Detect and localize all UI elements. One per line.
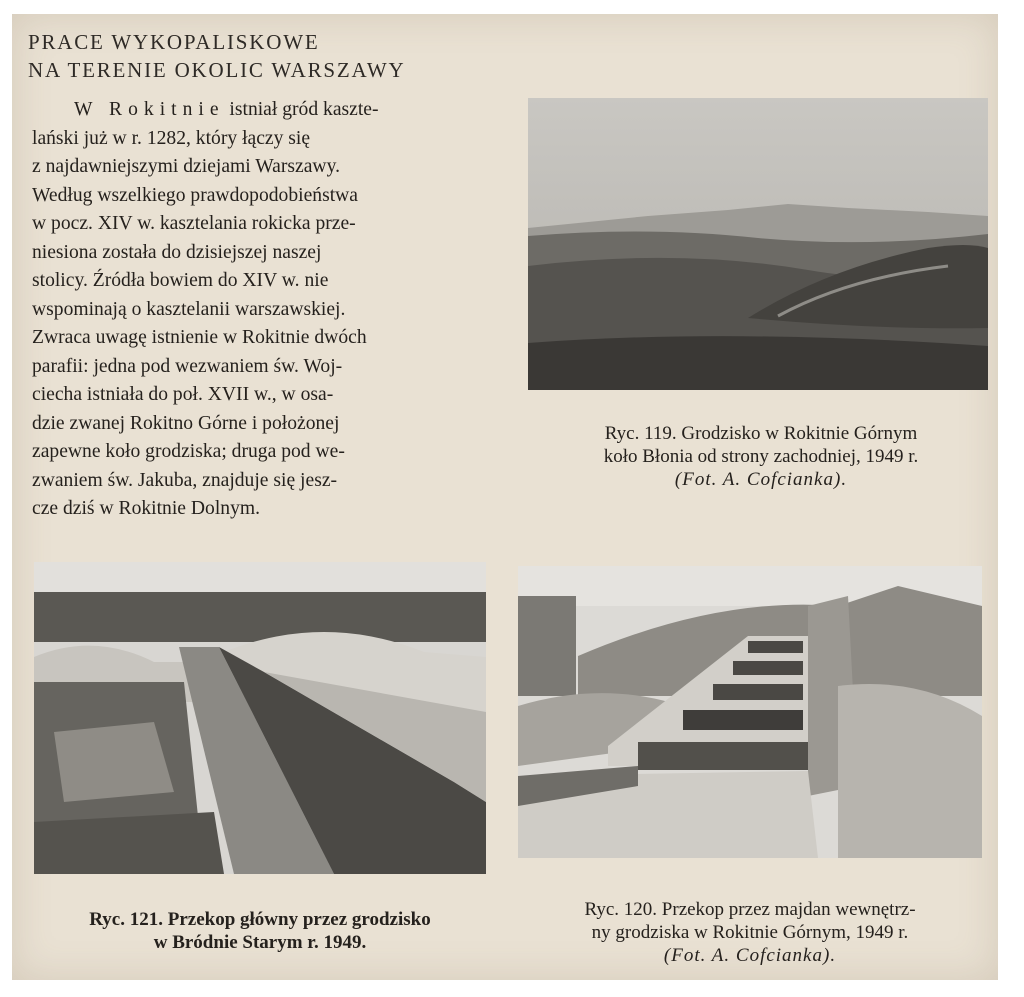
article-body xyxy=(32,96,510,524)
article-line: lański już w r. 1282, który łączy się xyxy=(32,127,311,149)
article-line: dzie zwanej Rokitno Górne i położonej xyxy=(32,412,340,434)
caption-120-line-1: Ryc. 120. Przekop przez majdan wewnętrz- xyxy=(584,899,916,920)
heading-line-2: NA TERENIE OKOLIC WARSZAWY xyxy=(28,58,406,82)
scanned-page xyxy=(12,14,998,980)
photo-fig-119 xyxy=(528,98,988,390)
caption-121-line-2: w Bródnie Starym r. 1949. xyxy=(153,932,367,953)
caption-fig-119 xyxy=(522,422,1000,491)
article-line: Zwraca uwagę istnienie w Rokitnie dwóch xyxy=(32,327,367,348)
photo-fig-120 xyxy=(518,566,982,858)
caption-121-line-1: Ryc. 121. Przekop główny przez grodzisko xyxy=(89,909,431,930)
caption-fig-120 xyxy=(512,898,988,967)
article-line: cze dziś w Rokitnie Dolnym. xyxy=(32,498,261,519)
article-line: Według wszelkiego prawdopodobieństwa xyxy=(32,184,358,206)
caption-120-line-2: ny grodziska w Rokitnie Górnym, 1949 r. xyxy=(591,922,909,943)
article-line: parafii: jedna pod wezwaniem św. Woj- xyxy=(32,355,343,377)
article-heading xyxy=(28,28,508,84)
article-line: W Rokitnie istniał gród kaszte- xyxy=(74,99,379,120)
heading-line-1: PRACE WYKOPALISKOWE xyxy=(28,30,320,54)
article-line: niesiona została do dzisiejszej naszej xyxy=(32,241,322,263)
article-line: stolicy. Źródła bowiem do XIV w. nie xyxy=(32,270,329,291)
article-line: ciecha istniała do poł. XVII w., w osa- xyxy=(32,384,334,405)
caption-120-credit: (Fot. A. Cofcianka). xyxy=(663,945,837,966)
caption-fig-121 xyxy=(16,908,504,954)
caption-119-line-1: Ryc. 119. Grodzisko w Rokitnie Górnym xyxy=(604,423,918,444)
caption-119-line-2: koło Błonia od strony zachodniej, 1949 r. xyxy=(603,446,919,467)
article-first-word: W Rokitnie xyxy=(74,99,225,120)
article-line: zapewne koło grodziska; druga pod we- xyxy=(32,441,345,462)
article-line: zwaniem św. Jakuba, znajduje się jesz- xyxy=(32,469,338,491)
caption-119-credit: (Fot. A. Cofcianka). xyxy=(674,469,848,490)
article-line: wspominają o kasztelanii warszawskiej. xyxy=(32,298,346,320)
photo-fig-121 xyxy=(34,562,486,874)
article-line: z najdawniejszymi dziejami Warszawy. xyxy=(32,156,340,177)
article-line: w pocz. XIV w. kasztelania rokicka prze- xyxy=(32,213,356,234)
